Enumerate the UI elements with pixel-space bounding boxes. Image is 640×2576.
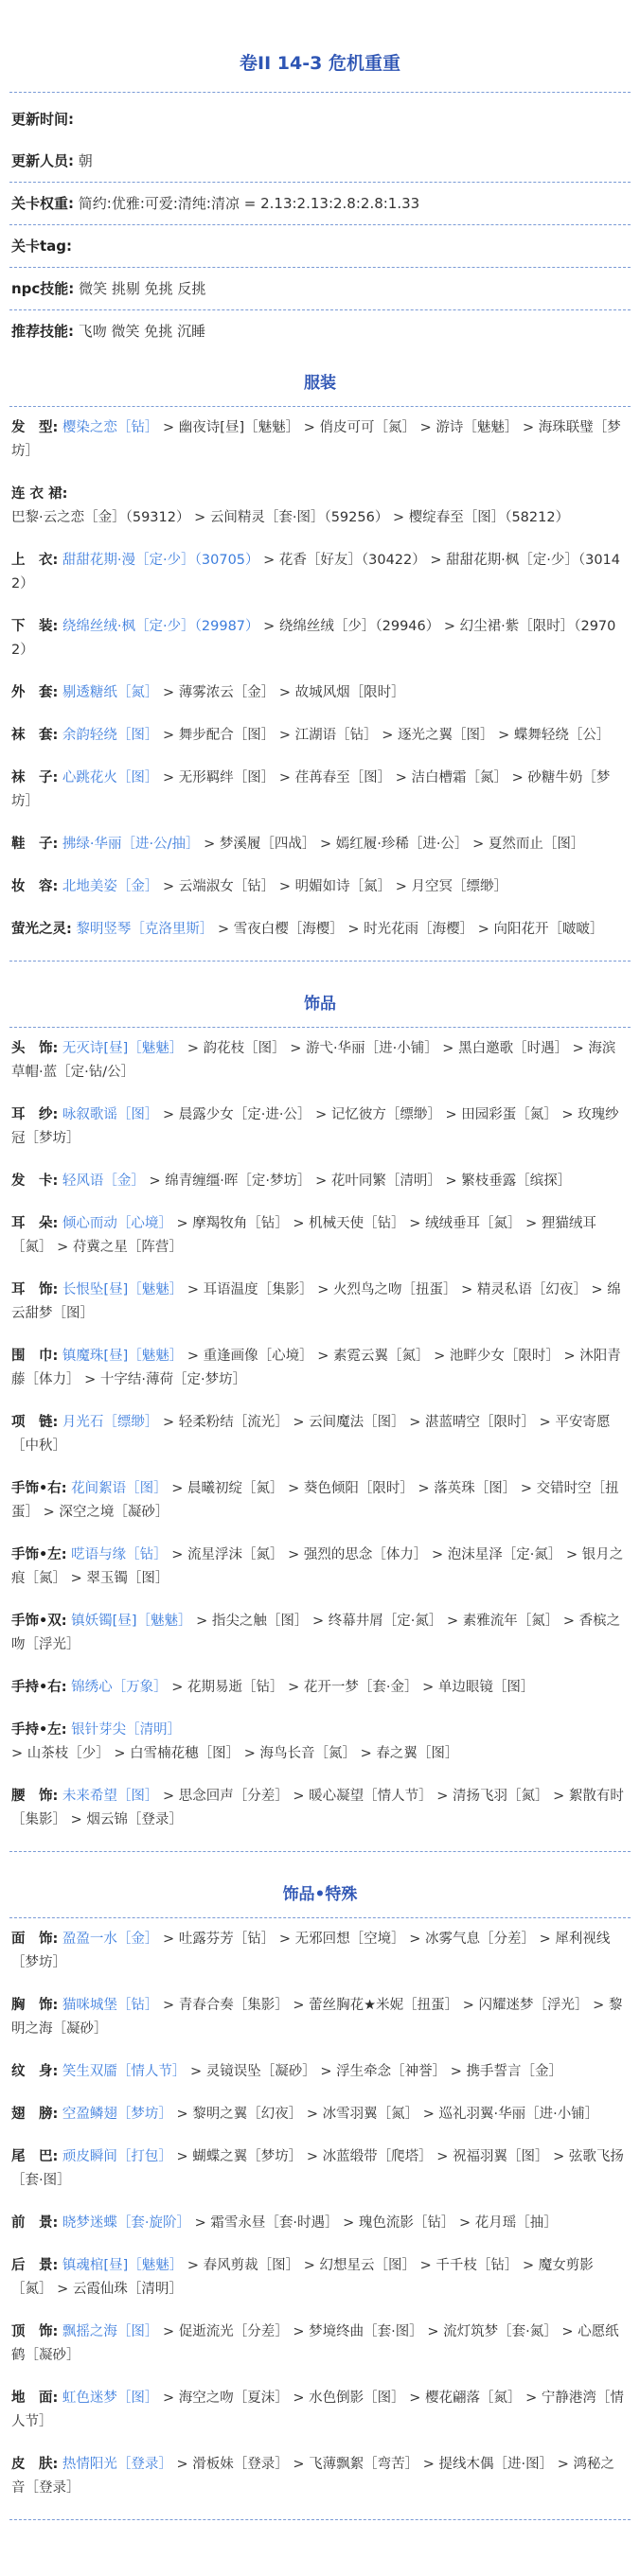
item-alternatives: > 无形羁绊［图］ > 荏苒春至［图］ > 洁白槽霜［氮］ > 砂糖牛奶［梦坊］ (11, 770, 611, 809)
item-row (9, 1402, 631, 1468)
item-slot-label: 鞋 子: (11, 837, 59, 852)
item-alternatives: > 韵花枝［图］ > 游弋·华丽［进·小铺］ > 黑白邀歌［时遇］ > 海滨草帽·蓝［定·钻/公］ (11, 1041, 616, 1080)
sections-container (9, 354, 631, 2520)
item-top-pick-link[interactable]: 甜甜花期·漫［定·少］（30705） (58, 553, 259, 568)
item-alternatives: > 绕绵丝绒［少］（29946） > 幻尘裙·紫［限时］（29702） (11, 619, 616, 658)
item-row (9, 2136, 631, 2202)
item-slot-label: 前 景: (11, 2215, 59, 2231)
item-top-pick-link[interactable]: 余韵轻绕［图］ (58, 728, 159, 743)
item-slot-label: 耳 纱: (11, 1107, 59, 1122)
item-alternatives: > 思念回声［分差］ > 暖心凝望［情人节］ > 清扬飞羽［氮］ > 絮散有时［集影］ > 烟云锦［登录］ (11, 1789, 624, 1827)
item-alternatives: > 灵镜误坠［凝砂］ > 浮生牵念［神誉］ > 携手誓言［金］ (186, 2064, 563, 2079)
item-alternatives: > 梦溪履［四战］ > 嫣红履·珍稀［进·公］ > 夏然而止［图］ (199, 837, 585, 852)
item-slot-label: 妆 容: (11, 879, 59, 894)
section-heading: 服装 (9, 354, 631, 407)
item-row (9, 1335, 631, 1402)
item-row (9, 1918, 631, 1985)
item-row (9, 2444, 631, 2510)
info-label: npc技能: (11, 280, 75, 297)
item-slot-label: 顶 饰: (11, 2324, 59, 2339)
item-alternatives: > 吐露芬芳［钻］ > 无邪回想［空境］ > 冰雾气息［分差］ > 犀利视线［梦坊］ (11, 1932, 611, 1970)
item-slot-label: 手饰•左: (11, 1547, 67, 1562)
item-alternatives: > 薄雾浓云［金］ > 故城风烟［限时］ (158, 685, 405, 700)
item-top-pick-link[interactable]: 镇魔珠[昼]［魅魅］ (58, 1349, 184, 1364)
info-label: 关卡权重: (11, 195, 74, 212)
item-alternatives: > 海空之吻［夏沫］ > 水色倒影［图］ > 樱花翩落［氮］ > 宁静港湾［情人节］ (11, 2391, 624, 2429)
item-top-pick-link[interactable]: 拂绿·华丽［进·公/抽］ (58, 837, 200, 852)
item-top-pick-link[interactable]: 虹色迷梦［图］ (58, 2391, 159, 2406)
item-slot-label: 手持•右: (11, 1680, 67, 1695)
item-row (9, 1709, 631, 1775)
section-items (9, 1918, 631, 2520)
page-title: 卷II 14-3 危机重重 (9, 0, 631, 93)
item-top-pick-link[interactable]: 樱染之恋［钻］ (58, 420, 159, 435)
item-row (9, 1775, 631, 1842)
item-alternatives: > 黎明之翼［幻夜］ > 冰雪羽翼［氮］ > 巡礼羽翼·华丽［进·小铺］ (171, 2107, 599, 2122)
info-recommended-skills (9, 310, 631, 352)
item-alternatives: > 青春合奏［集影］ > 蕾丝胸花★米妮［扭蛋］ > 闪耀迷梦［浮光］ > 黎明之海［凝砂］ (11, 1998, 623, 2037)
section-heading: 饰品•特殊 (9, 1865, 631, 1918)
item-slot-label: 发 卡: (11, 1173, 59, 1189)
item-row (9, 1094, 631, 1160)
item-top-pick-link[interactable]: 轻风语［金］ (58, 1173, 145, 1189)
item-top-pick-link[interactable]: 顽皮瞬间［打包］ (58, 2149, 172, 2164)
info-level-tag (9, 225, 631, 268)
item-alternatives: > 蝴蝶之翼［梦坊］ > 冰蓝缎带［爬塔］ > 祝福羽翼［图］ > 弦歌飞扬［套·图］ (11, 2149, 624, 2188)
item-alternatives: > 春风剪裁［图］ > 幻想星云［图］ > 千千枝［钻］ > 魔女剪影［氮］ > 云霞仙珠［清明］ (11, 2258, 594, 2297)
info-label: 更新人员: (11, 152, 74, 169)
info-label: 推荐技能: (11, 323, 74, 340)
item-alternatives: > 促逝流光［分差］ > 梦境终曲［套·图］ > 流灯筑梦［套·氮］ > 心愿纸鹤［凝砂］ (11, 2324, 619, 2363)
item-top-pick-link[interactable]: 倾心而动［心境］ (58, 1216, 172, 1231)
item-slot-label: 发 型: (11, 420, 59, 435)
item-top-pick-link[interactable]: 无灭诗[昼]［魅魅］ (58, 1041, 184, 1056)
item-row (9, 909, 631, 951)
item-alternatives: > 耳语温度［集影］ > 火烈鸟之吻［扭蛋］ > 精灵私语［幻夜］ > 绵云甜梦［图］ (11, 1282, 621, 1321)
item-alternatives: > 晨曦初绽［氮］ > 葵色倾阳［限时］ > 落英珠［图］ > 交错时空［扭蛋］ > 深空之境［凝砂］ (11, 1481, 619, 1520)
item-row (9, 715, 631, 757)
item-top-pick-link[interactable]: 锦绣心［万象］ (66, 1680, 168, 1695)
item-top-pick-link[interactable]: 笑生双靥［情人节］ (58, 2064, 187, 2079)
item-top-pick-link[interactable]: 剔透糖纸［氮］ (58, 685, 159, 700)
item-slot-label: 后 景: (11, 2258, 59, 2273)
section-items (9, 407, 631, 962)
item-slot-label: 手饰•右: (11, 1481, 67, 1496)
item-top-pick-link[interactable]: 银针芽尖［清明］ (66, 1722, 182, 1738)
item-slot-label: 胸 饰: (11, 1998, 59, 2013)
item-row (9, 757, 631, 823)
item-alternatives: > 轻柔粉结［流光］ > 云间魔法［图］ > 湛蓝晴空［限时］ > 平安寄愿［中秋］ (11, 1415, 611, 1454)
item-row (9, 1160, 631, 1203)
item-alternatives: > 流星浮沫［氮］ > 强烈的思念［体力］ > 泡沫星泽［定·氮］ > 银月之痕［氮］ > 翠玉镯［图］ (11, 1547, 624, 1586)
item-slot-label: 项 链: (11, 1415, 59, 1430)
item-row (9, 1600, 631, 1667)
item-alternatives: > 舞步配合［图］ > 江湖语［钻］ > 逐光之翼［图］ > 蝶舞轻绕［公］ (158, 728, 611, 743)
item-top-pick-link[interactable]: 北地美姿［金］ (58, 879, 159, 894)
item-slot-label: 皮 肤: (11, 2457, 59, 2472)
item-slot-label: 纹 身: (11, 2064, 59, 2079)
item-slot-label: 袜 套: (11, 728, 59, 743)
item-slot-label: 腰 饰: (11, 1789, 59, 1804)
item-row (9, 1667, 631, 1709)
item-slot-label: 连 衣 裙: (11, 486, 68, 502)
item-alternatives: > 雪夜白樱［海樱］ > 时光花雨［海樱］ > 向阳花开［啵啵］ (213, 922, 604, 937)
item-top-pick-link[interactable]: 镇魂棺[昼]［魅魅］ (58, 2258, 184, 2273)
item-top-pick-link[interactable]: 黎明竖琴［克洛里斯］ (71, 922, 214, 937)
item-alternatives: 巴黎·云之恋［金］（59312） > 云间精灵［套·图］（59256） > 樱绽春至［图］（58212） (11, 510, 570, 525)
item-slot-label: 耳 饰: (11, 1282, 59, 1297)
info-weights (9, 183, 631, 225)
item-row (9, 1203, 631, 1269)
item-row (9, 2245, 631, 2311)
item-slot-label: 头 饰: (11, 1041, 59, 1056)
item-row (9, 672, 631, 715)
item-alternatives: > 摩羯牧角［钻］ > 机械天使［钻］ > 绒绒垂耳［氮］ > 狸猫绒耳［氮］ > 苻冀之星［阵营］ (11, 1216, 596, 1255)
level-info (9, 93, 631, 354)
item-row (9, 539, 631, 606)
item-alternatives: > 指尖之触［图］ > 终幕井屑［定·氮］ > 素雅流年［氮］ > 香槟之吻［浮光］ (11, 1614, 621, 1652)
item-top-pick-link[interactable]: 心跳花火［图］ (58, 770, 159, 785)
item-slot-label: 围 巾: (11, 1349, 59, 1364)
item-top-pick-link[interactable]: 飘摇之海［图］ (58, 2324, 159, 2339)
item-top-pick-link[interactable]: 咏叙歌谣［图］ (58, 1107, 159, 1122)
item-top-pick-link[interactable]: 绕绵丝绒·枫［定·少］（29987） (58, 619, 259, 634)
item-row (9, 1468, 631, 1534)
item-top-pick-link[interactable]: 空盈鳞翅［梦坊］ (58, 2107, 172, 2122)
section-heading: 饰品 (9, 975, 631, 1028)
item-row (9, 1985, 631, 2051)
item-row (9, 1269, 631, 1335)
item-slot-label: 手持•左: (11, 1722, 67, 1738)
item-top-pick-link[interactable]: 花间絮语［图］ (66, 1481, 168, 1496)
item-row (9, 606, 631, 672)
info-value: 简约:优雅:可爱:清纯:清凉 = 2.13:2.13:2.8:2.8:1.33 (74, 195, 420, 212)
item-alternatives: > 花香［好友］（30422） > 甜甜花期·枫［定·少］（30142） (11, 553, 620, 591)
item-top-pick-link[interactable]: 呓语与缘［钻］ (66, 1547, 168, 1562)
item-top-pick-link[interactable]: 热情阳光［登录］ (58, 2457, 172, 2472)
item-slot-label: 耳 朵: (11, 1216, 59, 1231)
item-alternatives: > 霜雪永昼［套·时遇］ > 瑰色流影［钻］ > 花月瑶［抽］ (190, 2215, 558, 2231)
item-alternatives: > 山茶枝［少］ > 白雪楠花穗［图］ > 海鸟长音［氮］ > 春之翼［图］ (11, 1746, 459, 1761)
item-slot-label: 尾 巴: (11, 2149, 59, 2164)
info-updater (9, 140, 631, 183)
item-slot-label: 上 衣: (11, 553, 59, 568)
item-row (9, 823, 631, 866)
item-slot-label: 翅 膀: (11, 2107, 59, 2122)
item-row (9, 407, 631, 473)
item-row (9, 473, 631, 539)
info-npc-skills (9, 268, 631, 310)
item-alternatives: > 绵青缠缰·晖［定·梦坊］ > 花叶同繁［清明］ > 繁枝垂露［缤探］ (144, 1173, 572, 1189)
item-top-pick-link[interactable]: 未来希望［图］ (58, 1789, 159, 1804)
item-row (9, 866, 631, 909)
item-slot-label: 萤光之灵: (11, 922, 72, 937)
info-label: 关卡tag: (11, 238, 73, 255)
item-top-pick-link[interactable]: 长恨坠[昼]［魅魅］ (58, 1282, 184, 1297)
item-slot-label: 下 装: (11, 619, 59, 634)
item-slot-label: 地 面: (11, 2391, 59, 2406)
item-row (9, 1028, 631, 1094)
item-row (9, 2202, 631, 2245)
item-row (9, 2377, 631, 2444)
info-label: 更新时间: (11, 111, 74, 128)
item-slot-label: 外 套: (11, 685, 59, 700)
item-top-pick-link[interactable]: 月光石［缥缈］ (58, 1415, 159, 1430)
info-value: 朝 (74, 152, 93, 169)
item-top-pick-link[interactable]: 晓梦迷蝶［套·旋阶］ (58, 2215, 191, 2231)
item-alternatives: > 滑板妹［登录］ > 飞薄飘絮［弯苦］ > 提线木偶［进·图］ > 鸿秘之音［登录］ (11, 2457, 614, 2496)
item-slot-label: 面 饰: (11, 1932, 59, 1947)
item-row (9, 1534, 631, 1600)
info-update-time (9, 98, 631, 140)
item-row (9, 2311, 631, 2377)
item-row (9, 2093, 631, 2136)
item-slot-label: 袜 子: (11, 770, 59, 785)
item-alternatives: > 花期易逝［钻］ > 花开一梦［套·金］ > 单边眼镜［图］ (167, 1680, 535, 1695)
info-value: 微笑 挑剔 免挑 反挑 (74, 280, 206, 297)
item-top-pick-link[interactable]: 盈盈一水［金］ (58, 1932, 159, 1947)
item-alternatives: > 重逢画像［心境］ > 素霓云翼［氮］ > 池畔少女［限时］ > 沐阳青藤［体力］ > 十字结·薄荷［定·梦坊］ (11, 1349, 621, 1387)
item-top-pick-link[interactable]: 猫咪城堡［钻］ (58, 1998, 159, 2013)
info-value: 飞吻 微笑 免挑 沉睡 (74, 323, 206, 340)
item-row (9, 2051, 631, 2093)
section-items (9, 1028, 631, 1852)
item-alternatives: > 晨露少女［定·进·公］ > 记忆彼方［缥缈］ > 田园彩蛋［氮］ > 玫瑰纱冠［梦坊］ (11, 1107, 619, 1146)
item-slot-label: 手饰•双: (11, 1614, 67, 1629)
item-alternatives: > 幽夜诗[昼]［魅魅］ > 俏皮可可［氮］ > 游诗［魅魅］ > 海珠联璧［梦坊］ (11, 420, 621, 459)
item-alternatives: > 云端淑女［钻］ > 明媚如诗［氮］ > 月空冥［缥缈］ (158, 879, 508, 894)
item-top-pick-link[interactable]: 镇妖镯[昼]［魅魅］ (66, 1614, 192, 1629)
